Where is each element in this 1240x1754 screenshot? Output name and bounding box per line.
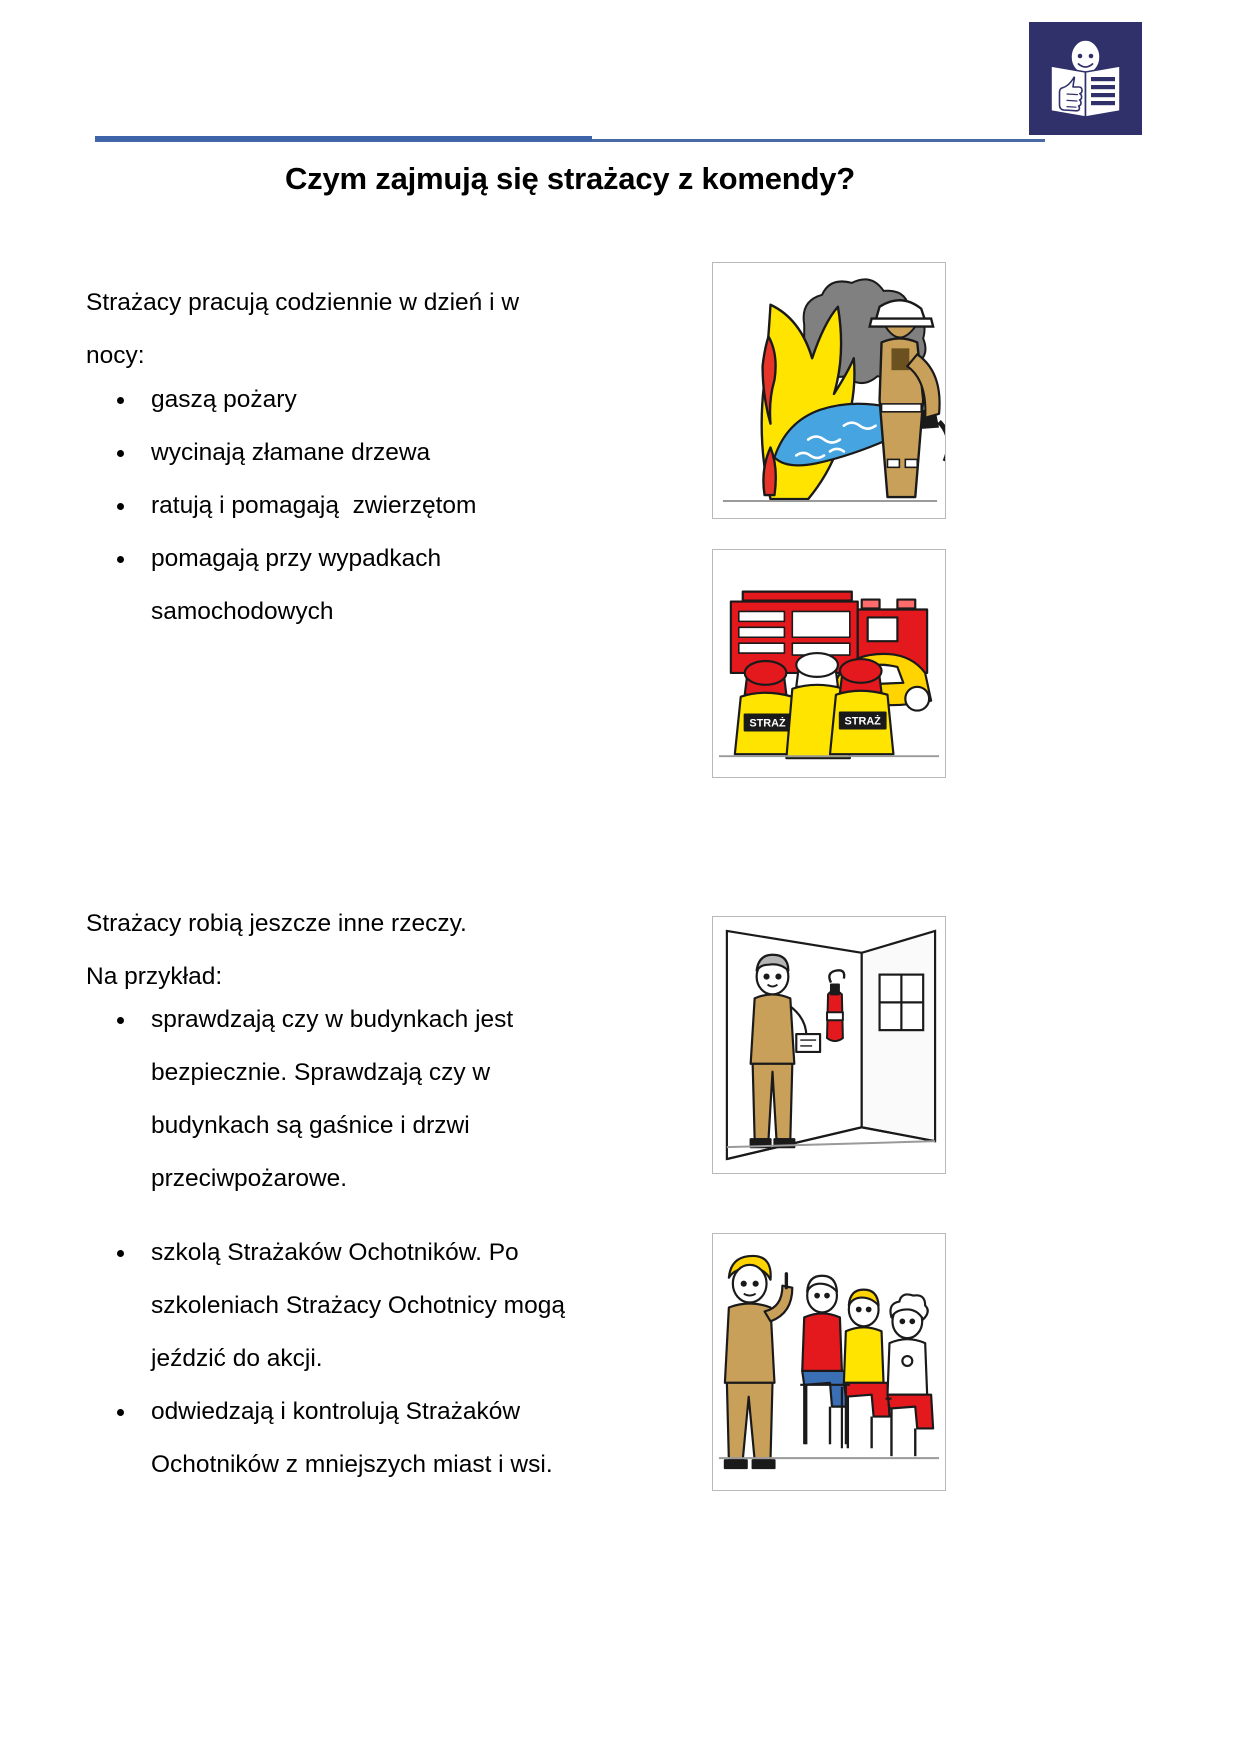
building-safety-inspection-illustration <box>712 916 946 1174</box>
list-item <box>86 426 656 479</box>
list-item-line: pomagają przy wypadkach <box>151 545 442 572</box>
list-item-line: gaszą pożary <box>151 386 297 413</box>
list-item <box>86 993 676 1205</box>
section-volunteers-list <box>86 1226 676 1491</box>
list-item-line: budynkach są gaśnice i drzwi <box>151 1112 470 1139</box>
list-item-line: szkoleniach Strażacy Ochotnicy mogą <box>151 1292 565 1319</box>
page-title: Czym zajmują się strażacy z komendy? <box>285 161 855 196</box>
list-item <box>86 532 656 638</box>
intro-line: nocy: <box>86 342 145 369</box>
header-divider-accent <box>95 136 592 141</box>
list-item <box>86 373 656 426</box>
list-item <box>86 479 656 532</box>
list-item-line: bezpiecznie. Sprawdzają czy w <box>151 1059 491 1086</box>
list-item-line: przeciwpożarowe. <box>151 1165 348 1192</box>
list-item-line: odwiedzają i kontrolują Strażaków <box>151 1398 521 1425</box>
section-daily-work-list <box>86 373 656 638</box>
list-item-line: ratują i pomagają zwierzętom <box>151 492 477 519</box>
intro-line: Na przykład: <box>86 963 223 990</box>
intro-line: Strażacy robią jeszcze inne rzeczy. <box>86 910 467 937</box>
firefighter-extinguishing-fire-illustration <box>712 262 946 519</box>
list-item-line: jeździć do akcji. <box>151 1345 323 1372</box>
list-item-line: szkolą Strażaków Ochotników. Po <box>151 1239 519 1266</box>
list-item-line: wycinają złamane drzewa <box>151 439 431 466</box>
intro-line: Strażacy pracują codziennie w dzień i w <box>86 289 520 316</box>
section-other-work-list <box>86 993 676 1205</box>
fire-truck-car-accident-illustration <box>712 549 946 778</box>
section-daily-work-intro <box>86 276 656 382</box>
list-item <box>86 1385 676 1491</box>
easy-to-read-logo <box>1029 22 1142 135</box>
list-item-line: samochodowych <box>151 598 334 625</box>
vest-label: STRAŻ <box>844 715 881 728</box>
vest-label: STRAŻ <box>749 717 786 730</box>
list-item-line: Ochotników z mniejszych miast i wsi. <box>151 1451 553 1478</box>
volunteer-firefighter-training-illustration <box>712 1233 946 1491</box>
section-other-work-intro <box>86 897 666 1003</box>
list-item-line: sprawdzają czy w budynkach jest <box>151 1006 514 1033</box>
list-item <box>86 1226 676 1385</box>
